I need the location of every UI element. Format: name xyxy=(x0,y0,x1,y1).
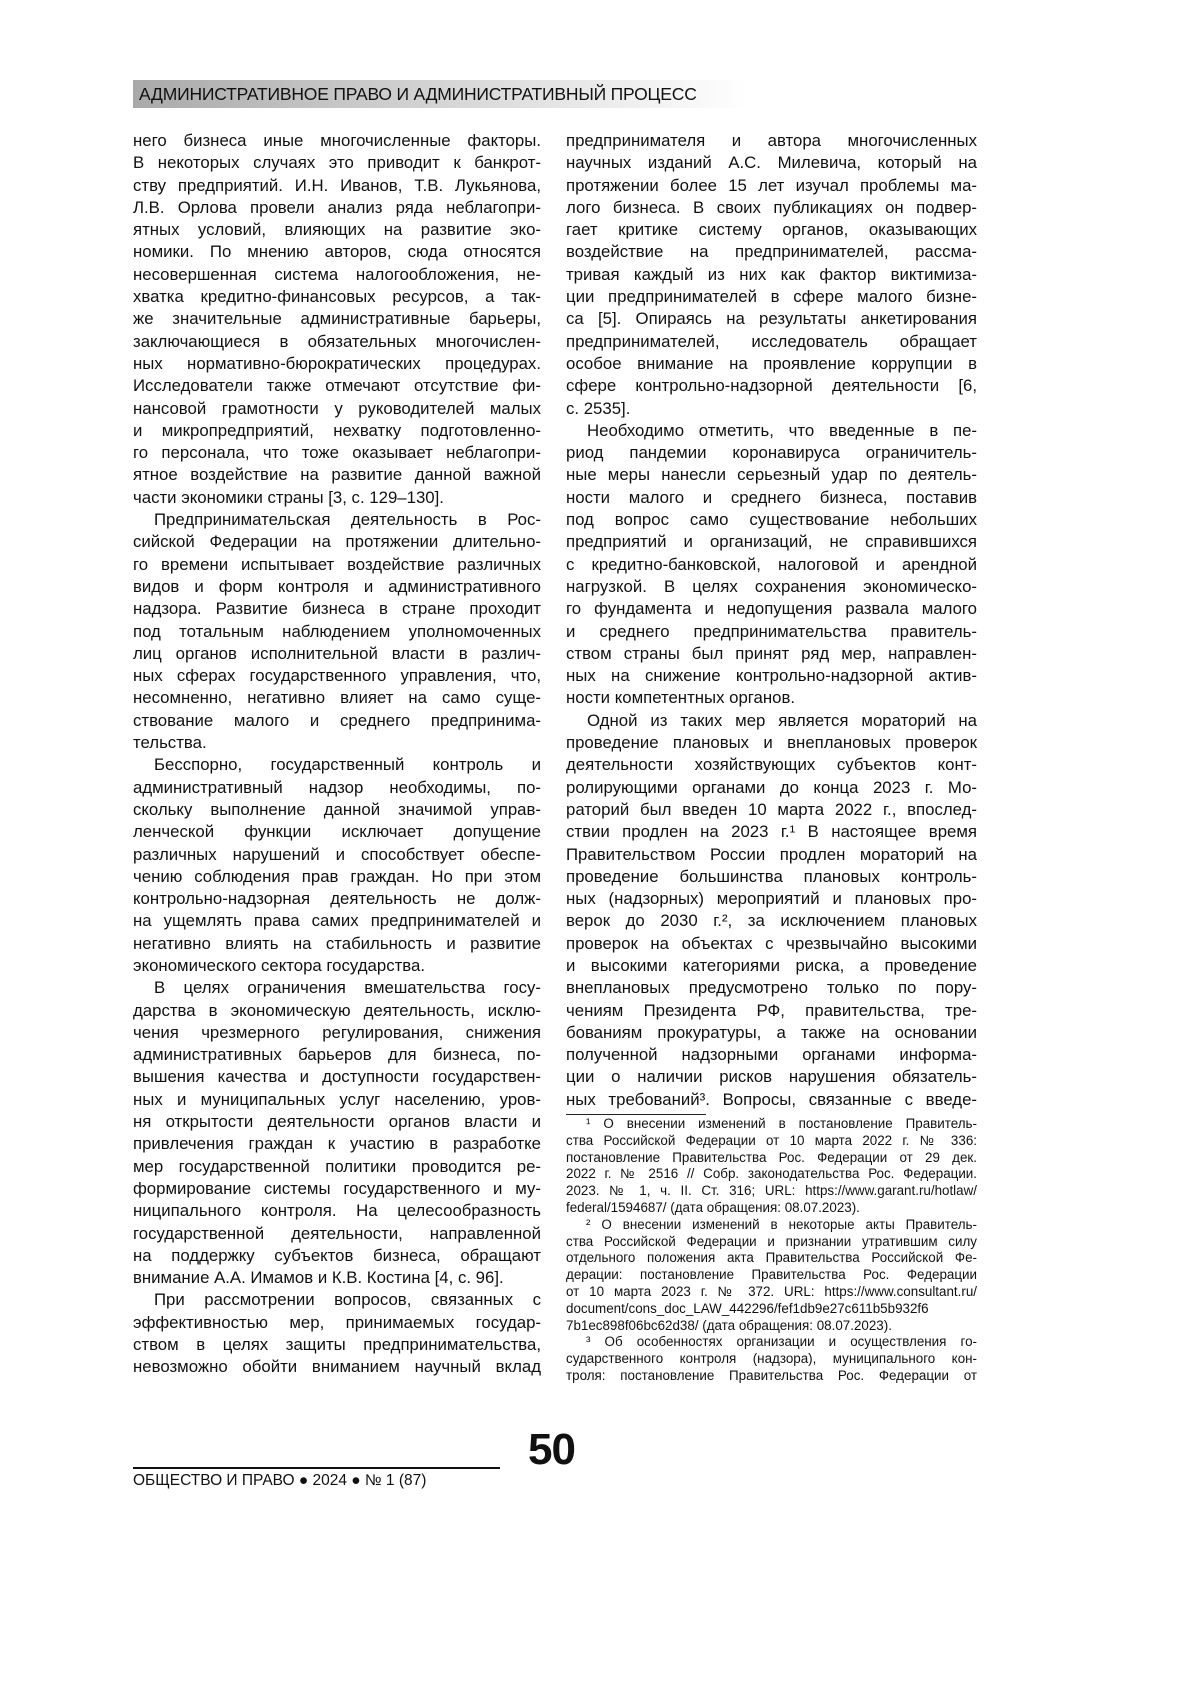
journal-info: ОБЩЕСТВО И ПРАВО ● 2024 ● № 1 (87) xyxy=(133,1472,426,1490)
text-line: чениям Президента РФ, правительства, тре- xyxy=(566,1000,977,1022)
text-line: Правительством России продлен мораторий на xyxy=(566,844,977,866)
text-line: 2022 г. № 2516 // Собр. законодательства Рос. Федерации. xyxy=(566,1166,977,1183)
text-line: негативно влиять на стабильность и развитие xyxy=(133,933,541,955)
text-line: Бесспорно, государственный контроль и xyxy=(133,754,541,776)
footer-rule xyxy=(133,1467,500,1469)
text-line: ных сферах государственного управления, что, xyxy=(133,665,541,687)
text-line: риод пандемии коронавируса ограничитель- xyxy=(566,442,977,464)
text-line: надзора. Развитие бизнеса в стране проходит xyxy=(133,598,541,620)
paragraph xyxy=(133,977,541,1289)
text-line: несомненно, негативно влияет на само суще- xyxy=(133,687,541,709)
text-line: Необходимо отметить, что введенные в пе- xyxy=(566,420,977,442)
paragraph xyxy=(566,710,977,1111)
footnote-divider xyxy=(566,1114,706,1115)
text-line: особое внимание на проявление коррупции в xyxy=(566,353,977,375)
right-column xyxy=(566,130,977,1111)
text-line: тривая каждый из них как фактор виктимиза- xyxy=(566,264,977,286)
text-line: гает критике систему органов, оказывающих xyxy=(566,219,977,241)
text-line: нансовой грамотности у руководителей малых xyxy=(133,398,541,420)
text-line: ции о наличии рисков нарушения обязатель- xyxy=(566,1066,977,1088)
paragraph xyxy=(133,754,541,977)
text-line: document/cons_doc_LAW_442296/fef1db9e27c611b5b932f6 xyxy=(566,1301,977,1318)
text-line: ниципального контроля. На целесообразность xyxy=(133,1200,541,1222)
paragraph xyxy=(133,130,541,509)
text-line: же значительные административные барьеры, xyxy=(133,308,541,330)
text-line: дарства в экономическую деятельность, исклю- xyxy=(133,1000,541,1022)
text-line: дерации: постановление Правительства Рос. Федерации xyxy=(566,1267,977,1284)
text-line: видов и форм контроля и административного xyxy=(133,576,541,598)
text-line: различных нарушений и способствует обеспе- xyxy=(133,844,541,866)
text-line: номики. По мнению авторов, сюда относятся xyxy=(133,241,541,263)
page-number: 50 xyxy=(528,1425,575,1475)
text-line: контрольно-надзорная деятельность не долж- xyxy=(133,888,541,910)
section-title: АДМИНИСТРАТИВНОЕ ПРАВО И АДМИНИСТРАТИВНЫЙ ПРОЦЕСС xyxy=(139,84,697,105)
text-line: тельства. xyxy=(133,732,541,754)
text-line: лиц органов исполнительной власти в различ- xyxy=(133,643,541,665)
text-line: В целях ограничения вмешательства госу- xyxy=(133,977,541,999)
text-line: предпринимателей, исследователь обращает xyxy=(566,331,977,353)
text-line: раторий был введен 10 марта 2022 г., впослед- xyxy=(566,799,977,821)
text-line: от 10 марта 2023 г. № 372. URL: https://www.consultant.ru/ xyxy=(566,1284,977,1301)
text-line: ством страны был принят ряд мер, направлен- xyxy=(566,643,977,665)
text-line: В некоторых случаях это приводит к банкрот- xyxy=(133,152,541,174)
text-line: скольку выполнение данной значимой управ- xyxy=(133,799,541,821)
text-line: сийской Федерации на протяжении длительно- xyxy=(133,531,541,553)
text-line: с. 2535]. xyxy=(566,398,977,420)
text-line: чению соблюдения прав граждан. Но при этом xyxy=(133,866,541,888)
text-line: хватка кредитно-финансовых ресурсов, а так- xyxy=(133,286,541,308)
text-line: са [5]. Опираясь на результаты анкетирования xyxy=(566,308,977,330)
text-line: Исследователи также отмечают отсутствие фи- xyxy=(133,375,541,397)
text-line: ² О внесении изменений в некоторые акты Правитель- xyxy=(566,1217,977,1234)
text-line: проверок на объектах с чрезвычайно высокими xyxy=(566,933,977,955)
text-line: нагрузкой. В целях сохранения экономическо- xyxy=(566,576,977,598)
text-line: верок до 2030 г.², за исключением плановых xyxy=(566,910,977,932)
text-line: экономического сектора государства. xyxy=(133,955,541,977)
text-line: ству предприятий. И.Н. Иванов, Т.В. Лукьянова, xyxy=(133,175,541,197)
text-line: вышения качества и доступности государствен- xyxy=(133,1066,541,1088)
text-line: на ущемлять права самих предпринимателей и xyxy=(133,910,541,932)
text-line: государственной деятельности, направленной xyxy=(133,1223,541,1245)
text-line: ных на снижение контрольно-надзорной актив- xyxy=(566,665,977,687)
text-line: него бизнеса иные многочисленные факторы. xyxy=(133,130,541,152)
paragraph xyxy=(566,420,977,710)
text-line: ствование малого и среднего предпринима- xyxy=(133,710,541,732)
paragraph xyxy=(566,130,977,420)
text-line: деятельности хозяйствующих субъектов конт- xyxy=(566,754,977,776)
text-line: проведение плановых и внеплановых проверок xyxy=(566,732,977,754)
text-line: протяжении более 15 лет изучал проблемы ма- xyxy=(566,175,977,197)
text-line: под вопрос само существование небольших xyxy=(566,509,977,531)
footnotes xyxy=(566,1116,977,1385)
text-line: полученной надзорными органами информа- xyxy=(566,1044,977,1066)
text-line: federal/1594687/ (дата обращения: 08.07.2023). xyxy=(566,1200,977,1217)
left-column xyxy=(133,130,541,1379)
text-line: постановление Правительства Рос. Федерации от 29 дек. xyxy=(566,1150,977,1167)
text-line: административных барьеров для бизнеса, по- xyxy=(133,1044,541,1066)
text-line: с кредитно-банковской, налоговой и арендной xyxy=(566,554,977,576)
text-line: ства Российской Федерации и признании утратившим силу xyxy=(566,1234,977,1251)
text-line: предпринимателя и автора многочисленных xyxy=(566,130,977,152)
text-line: мер государственной политики проводится ре- xyxy=(133,1156,541,1178)
text-line: привлечения граждан к участию в разработке xyxy=(133,1133,541,1155)
text-line: ции предпринимателей в сфере малого бизне- xyxy=(566,286,977,308)
text-line: и микропредприятий, нехватку подготовленно- xyxy=(133,420,541,442)
text-line: ные меры нанесли серьезный удар по деятель- xyxy=(566,464,977,486)
text-line: ятное воздействие на развитие данной важной xyxy=(133,464,541,486)
text-line: и среднего предпринимательства правитель- xyxy=(566,621,977,643)
text-line: ятных условий, влияющих на развитие эко- xyxy=(133,219,541,241)
footnote xyxy=(566,1217,977,1335)
text-line: ства Российской Федерации от 10 марта 2022 г. № 336: xyxy=(566,1133,977,1150)
text-line: ных и муниципальных услуг населению, уров- xyxy=(133,1089,541,1111)
text-line: го времени испытывает воздействие различных xyxy=(133,554,541,576)
text-line: го персонала, что тоже оказывает неблагопри- xyxy=(133,442,541,464)
text-line: ¹ О внесении изменений в постановление Правитель- xyxy=(566,1116,977,1133)
text-line: Л.В. Орлова провели анализ ряда неблагопри- xyxy=(133,197,541,219)
text-line: и высокими категориями риска, а проведение xyxy=(566,955,977,977)
section-header xyxy=(133,80,748,108)
text-line: троля: постановление Правительства Рос. Федерации от xyxy=(566,1368,977,1385)
text-line: ных требований³. Вопросы, связанные с введе- xyxy=(566,1089,977,1111)
text-line: чения чрезмерного регулирования, снижения xyxy=(133,1022,541,1044)
text-line: под тотальным наблюдением уполномоченных xyxy=(133,621,541,643)
text-line: ролирующими органами до конца 2023 г. Мо- xyxy=(566,777,977,799)
text-line: ³ Об особенностях организации и осуществления го- xyxy=(566,1334,977,1351)
text-line: При рассмотрении вопросов, связанных с xyxy=(133,1289,541,1311)
text-line: ных (надзорных) мероприятий и плановых про- xyxy=(566,888,977,910)
paragraph xyxy=(133,509,541,754)
text-line: Предпринимательская деятельность в Рос- xyxy=(133,509,541,531)
text-line: внеплановых предусмотрено только по пору- xyxy=(566,977,977,999)
footnote xyxy=(566,1116,977,1217)
footnote xyxy=(566,1334,977,1384)
text-line: научных изданий А.С. Милевича, который на xyxy=(566,152,977,174)
text-line: сударственного контроля (надзора), муниципального кон- xyxy=(566,1351,977,1368)
text-line: сфере контрольно-надзорной деятельности [6, xyxy=(566,375,977,397)
text-line: воздействие на предпринимателей, рассма- xyxy=(566,241,977,263)
text-line: ности малого и среднего бизнеса, поставив xyxy=(566,487,977,509)
text-line: ня открытости деятельности органов власти и xyxy=(133,1111,541,1133)
text-line: части экономики страны [3, с. 129–130]. xyxy=(133,487,541,509)
paragraph xyxy=(133,1289,541,1378)
text-line: формирование системы государственного и му- xyxy=(133,1178,541,1200)
text-line: заключающиеся в обязательных многочислен- xyxy=(133,331,541,353)
text-line: эффективностью мер, принимаемых государ- xyxy=(133,1312,541,1334)
text-line: 2023. № 1, ч. II. Ст. 316; URL: https://www.garant.ru/hotlaw/ xyxy=(566,1183,977,1200)
text-line: го фундамента и недопущения развала малого xyxy=(566,598,977,620)
text-line: ных нормативно-бюрократических процедурах. xyxy=(133,353,541,375)
text-line: ленческой функции исключает допущение xyxy=(133,821,541,843)
text-line: лого бизнеса. В своих публикациях он подвер- xyxy=(566,197,977,219)
text-line: ности компетентных органов. xyxy=(566,687,977,709)
text-line: внимание А.А. Имамов и К.В. Костина [4, с. 96]. xyxy=(133,1267,541,1289)
text-line: отдельного положения акта Правительства Российской Фе- xyxy=(566,1250,977,1267)
text-line: ством в целях защиты предпринимательства, xyxy=(133,1334,541,1356)
text-line: невозможно обойти вниманием научный вклад xyxy=(133,1356,541,1378)
text-line: предприятий и организаций, не справившихся xyxy=(566,531,977,553)
text-line: Одной из таких мер является мораторий на xyxy=(566,710,977,732)
text-line: несовершенная система налогообложения, не- xyxy=(133,264,541,286)
text-line: на поддержку субъектов бизнеса, обращают xyxy=(133,1245,541,1267)
text-line: ствии продлен на 2023 г.¹ В настоящее время xyxy=(566,821,977,843)
text-line: административный надзор необходимы, по- xyxy=(133,777,541,799)
text-line: 7b1ec898f06bc62d38/ (дата обращения: 08.07.2023). xyxy=(566,1318,977,1335)
text-line: проведение большинства плановых контроль- xyxy=(566,866,977,888)
text-line: бованиям прокуратуры, а также на основании xyxy=(566,1022,977,1044)
